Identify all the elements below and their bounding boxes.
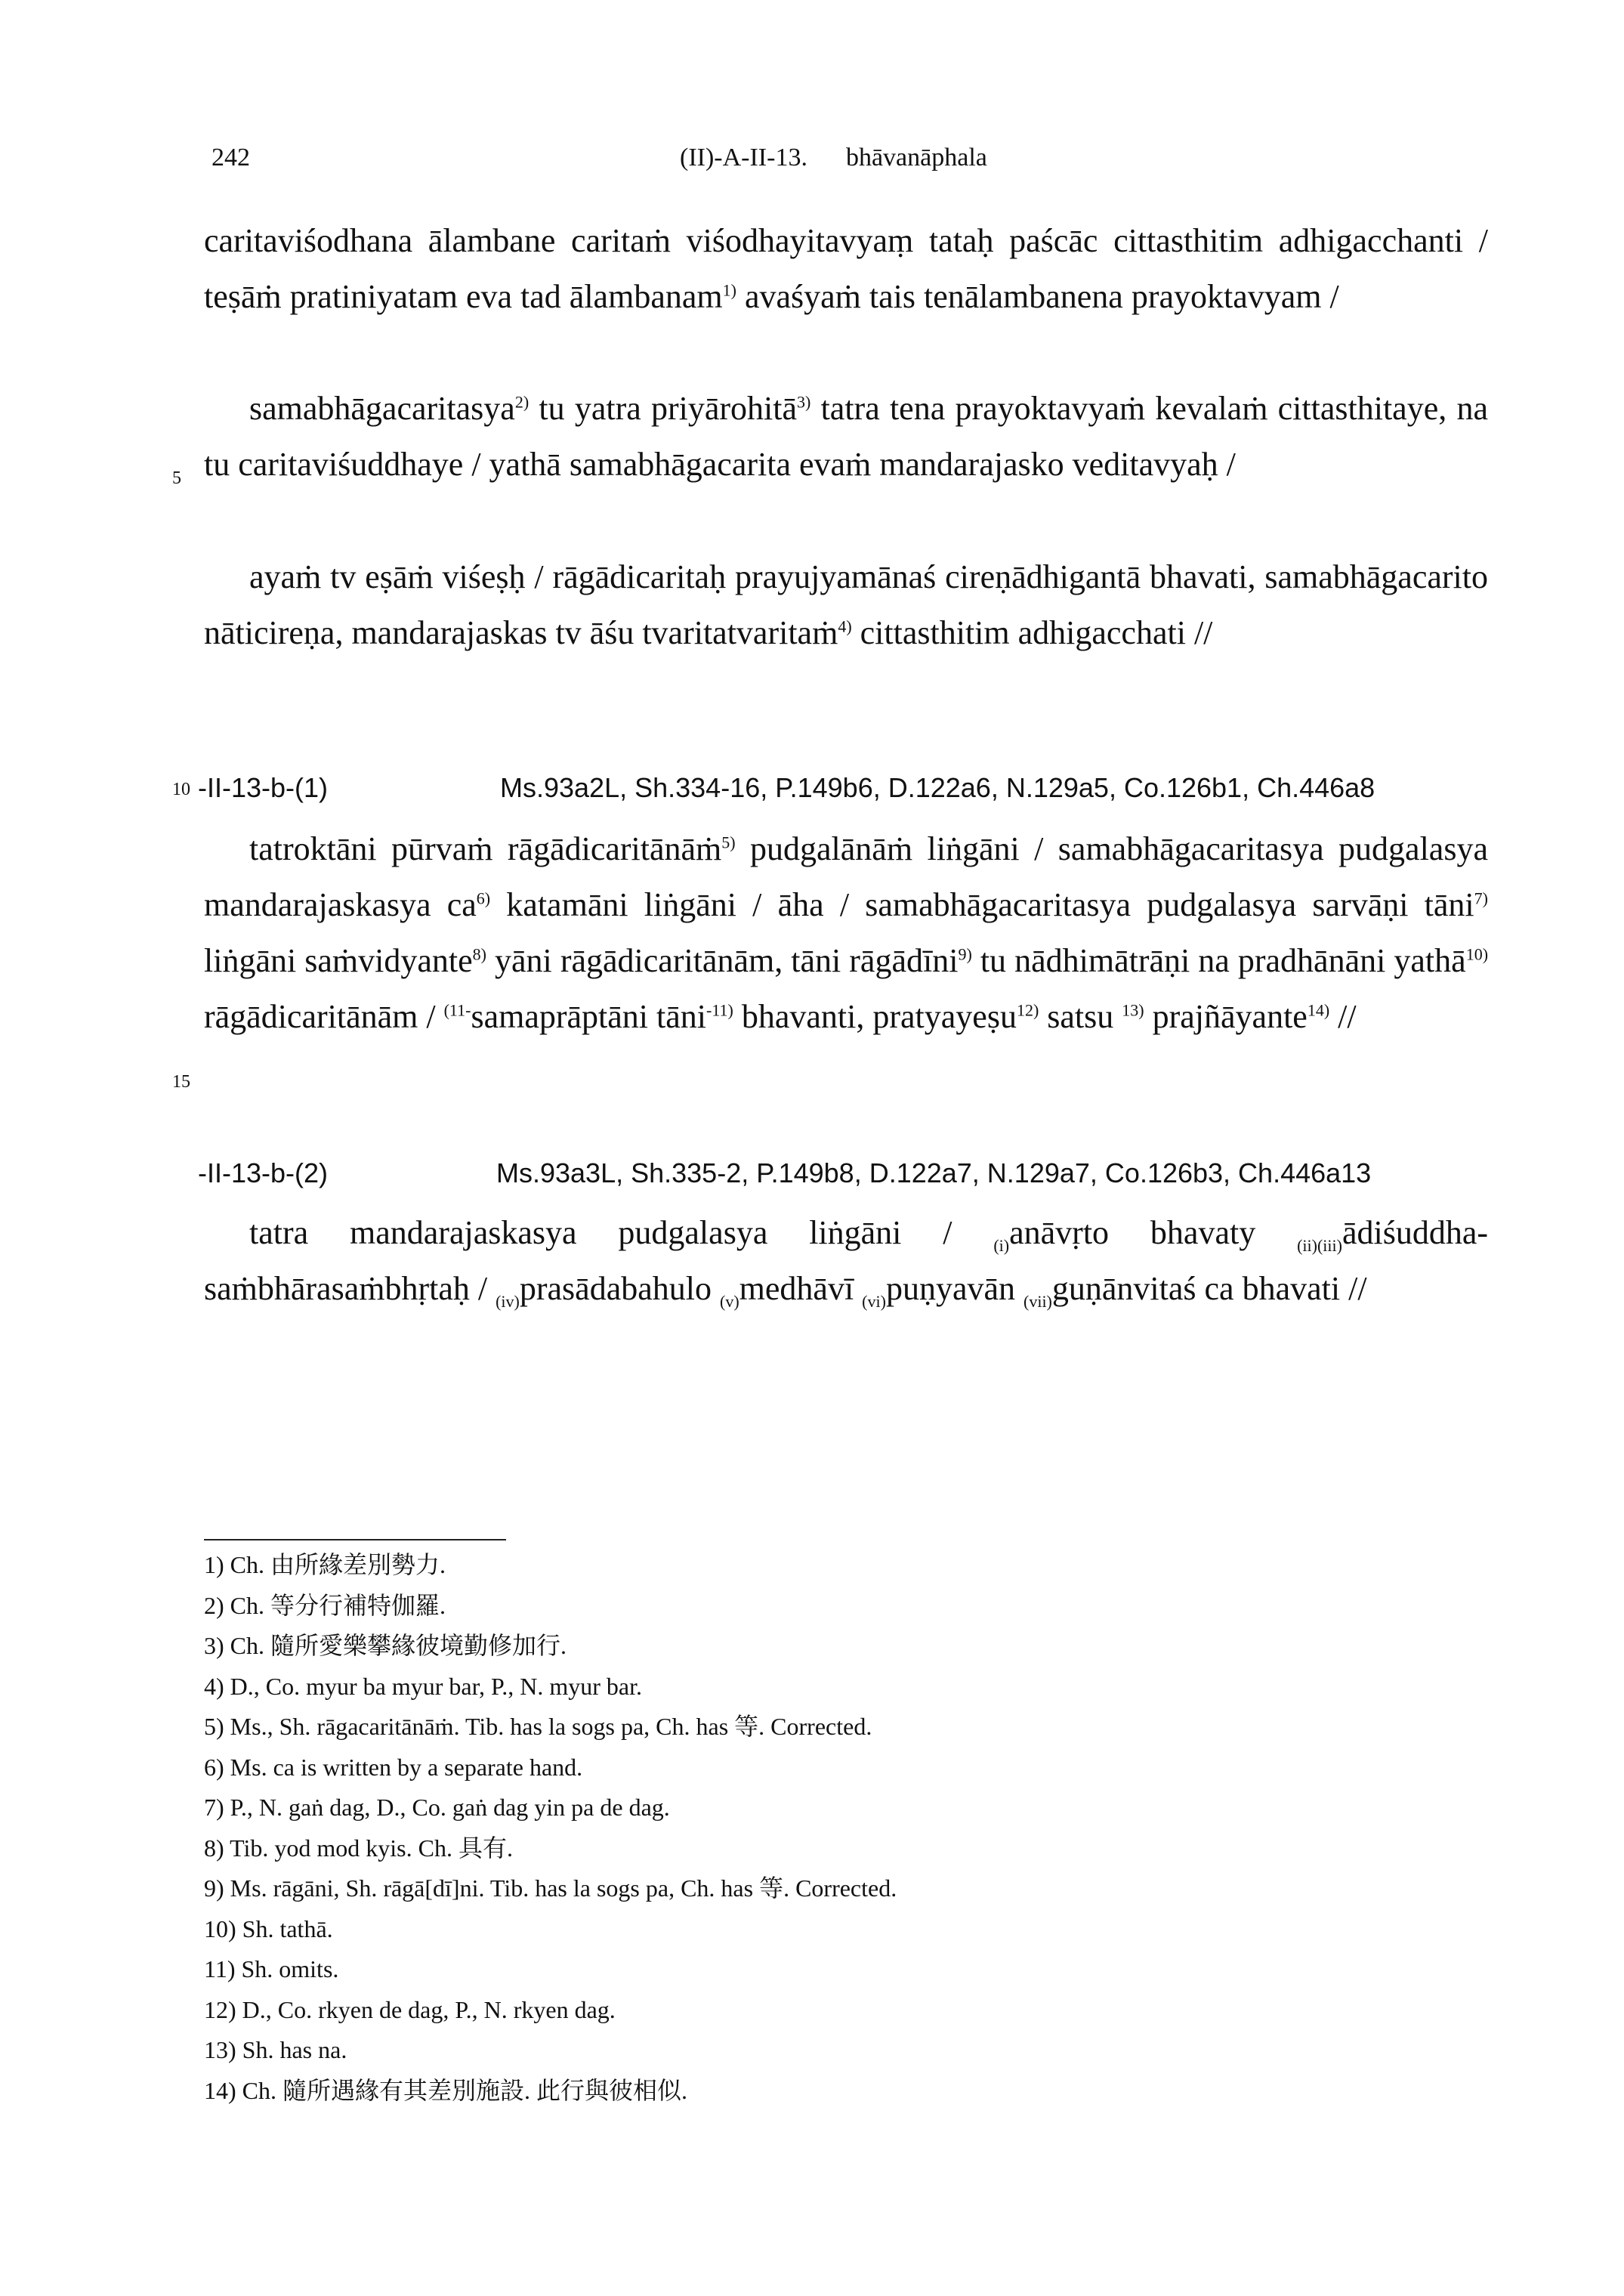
paragraph-3-text-a: ayaṁ tv eṣāṁ viśeṣḥ / rāgādicaritaḥ prayujyamānaś cireṇādhigantā bhavati, samabhāgacarito nāticireṇa, mandarajaskas tv āśu tvaritatvaritaṁ: [204, 558, 1488, 651]
footnote-ref-6: 6): [476, 888, 491, 908]
marker-ii-iii: (ii)(iii): [1297, 1235, 1342, 1255]
footnote-11: 11) Sh. omits.: [204, 1955, 339, 1982]
footnote-7: 7) P., N. gaṅ dag, D., Co. gaṅ dag yin pa de dag.: [204, 1794, 670, 1821]
footnote-ref-2: 2): [514, 392, 529, 412]
paragraph-5-text-6: puṇyavān: [885, 1270, 1023, 1307]
paragraph-2: [172, 381, 1488, 493]
manuscript-refs-2: Ms.93a3L, Sh.335-2, P.149b8, D.122a7, N.129a7, Co.126b3, Ch.446a13: [496, 1157, 1372, 1188]
footnote-ref-11-start: (11-: [443, 1000, 471, 1020]
footnote-10: 10) Sh. tathā.: [204, 1914, 333, 1942]
paragraph-4-text-11: prajñāyante: [1144, 998, 1308, 1035]
manuscript-refs-1: Ms.93a2L, Sh.334-16, P.149b6, D.122a6, N.129a5, Co.126b1, Ch.446a8: [500, 772, 1375, 803]
footnote-2: 2) Ch. 等分行補特伽羅.: [204, 1591, 446, 1619]
paragraph-4-text-8: samaprāptāni tāni: [471, 998, 706, 1035]
paragraph-4-text-2: pudgalānāṁ liṅgāni / samabhāgacaritasya pudgalasya mandarajaskasya ca: [204, 830, 1488, 923]
paragraph-4-text-12: //: [1329, 998, 1357, 1035]
line-number-10: 10: [172, 780, 190, 799]
marker-vi: (vi): [862, 1291, 886, 1311]
footnote-ref-12: 12): [1016, 1000, 1039, 1020]
paragraph-4-text-5: yāni rāgādicaritānām, tāni rāgādīni: [486, 942, 959, 979]
footnotes: [204, 1545, 1337, 2111]
paragraph-5-text-5: medhāvī: [739, 1270, 863, 1307]
paragraph-2-text-a: samabhāgacaritasya: [249, 390, 515, 427]
section-id-2: -II-13-b-(2): [198, 1157, 329, 1188]
paragraph-4-text-6: tu nādhimātrāṇi na pradhānāni yathā: [971, 942, 1466, 979]
paragraph-2-text-c: tatra tena prayoktavyaṁ kevalaṁ cittasthitaye, na tu caritaviśuddhaye / yathā samabhāgacarita evaṁ mandarajasko veditavyaḥ /: [204, 390, 1488, 483]
footnote-ref-11-end: -11): [706, 1000, 733, 1020]
marker-vii: (vii): [1023, 1291, 1052, 1311]
paragraph-4: [172, 821, 1489, 1092]
footnote-12: 12) D., Co. rkyen de dag, P., N. rkyen dag.: [204, 1995, 616, 2023]
footnote-ref-13: 13): [1122, 1000, 1144, 1020]
footnote-8: 8) Tib. yod mod kyis. Ch. 具有.: [204, 1834, 513, 1862]
paragraph-5-text-2: anāvṛto bhavaty: [1009, 1214, 1298, 1251]
page-number: 242: [211, 144, 250, 172]
marker-v: (v): [720, 1291, 739, 1311]
footnote-ref-3: 3): [797, 392, 811, 412]
footnote-4: 4) D., Co. myur ba myur bar, P., N. myur bar.: [204, 1672, 642, 1700]
paragraph-5-text-1: tatra mandarajaskasya pudgalasya liṅgāni /: [249, 1214, 994, 1251]
paragraph-3: [204, 549, 1488, 661]
footnote-14: 14) Ch. 隨所遇緣有其差別施設. 此行與彼相似.: [204, 2076, 688, 2104]
marker-i: (i): [993, 1235, 1010, 1255]
footnote-ref-5: 5): [721, 833, 736, 852]
footnote-6: 6) Ms. ca is written by a separate hand.: [204, 1753, 583, 1781]
footnote-13: 13) Sh. has na.: [204, 2036, 347, 2063]
footnote-5: 5) Ms., Sh. rāgacaritānāṁ. Tib. has la sogs pa, Ch. has 等. Corrected.: [204, 1713, 872, 1740]
paragraph-4-text-3: katamāni liṅgāni / āha / samabhāgacaritasya pudgalasya sarvāṇi tāni: [490, 886, 1474, 923]
line-number-5: 5: [172, 468, 181, 488]
running-title: (II)-A-II-13. bhāvanāphala: [680, 144, 987, 172]
marker-iv: (iv): [496, 1291, 520, 1311]
footnote-9: 9) Ms. rāgāni, Sh. rāgā[dī]ni. Tib. has la sogs pa, Ch. has 等. Corrected.: [204, 1874, 897, 1902]
footnote-ref-4: 4): [838, 616, 852, 636]
footnote-3: 3) Ch. 隨所愛樂攀緣彼境勤修加行.: [204, 1632, 567, 1659]
footnote-ref-9: 9): [958, 944, 972, 964]
footnote-ref-7: 7): [1474, 888, 1488, 908]
paragraph-4-text-7: rāgādicaritānām /: [204, 998, 444, 1035]
paragraph-5-text-4: prasādabahulo: [519, 1270, 720, 1307]
footnote-rule: [204, 1539, 506, 1540]
section-id-1: -II-13-b-(1): [198, 772, 329, 803]
footnote-ref-8: 8): [472, 944, 486, 964]
paragraph-1-text-b: avaśyaṁ tais tenālambanena prayoktavyam /: [736, 278, 1339, 315]
paragraph-4-text-9: bhavanti, pratyayeṣu: [733, 998, 1017, 1035]
paragraph-4-text-10: satsu: [1039, 998, 1122, 1035]
paragraph-5-text-7: guṇānvitaś ca bhavati //: [1051, 1270, 1367, 1307]
paragraph-3-text-b: cittasthitim adhigacchati //: [851, 614, 1213, 651]
footnote-ref-14: 14): [1307, 1000, 1330, 1020]
footnote-ref-1: 1): [722, 280, 736, 300]
paragraph-5: [204, 1205, 1488, 1317]
footnote-ref-10: 10): [1465, 944, 1489, 964]
line-number-15: 15: [172, 1072, 190, 1092]
paragraph-5-text-3: ādiśuddha-saṁbhārasaṁbhṛtaḥ /: [204, 1214, 1489, 1307]
paragraph-4-text-4: liṅgāni saṁvidyante: [204, 942, 473, 979]
paragraph-1-text-a: caritaviśodhana ālambane caritaṁ viśodhayitavyaṃ tataḥ paścāc cittasthitim adhigacchanti / teṣāṁ pratiniyatam eva tad ālambanam: [204, 222, 1488, 315]
paragraph-1: [204, 213, 1488, 325]
paragraph-2-text-b: tu yatra priyārohitā: [529, 390, 798, 427]
paragraph-4-text-1: tatroktāni pūrvaṁ rāgādicaritānāṁ: [249, 830, 722, 867]
footnote-1: 1) Ch. 由所緣差別勢力.: [204, 1551, 446, 1578]
